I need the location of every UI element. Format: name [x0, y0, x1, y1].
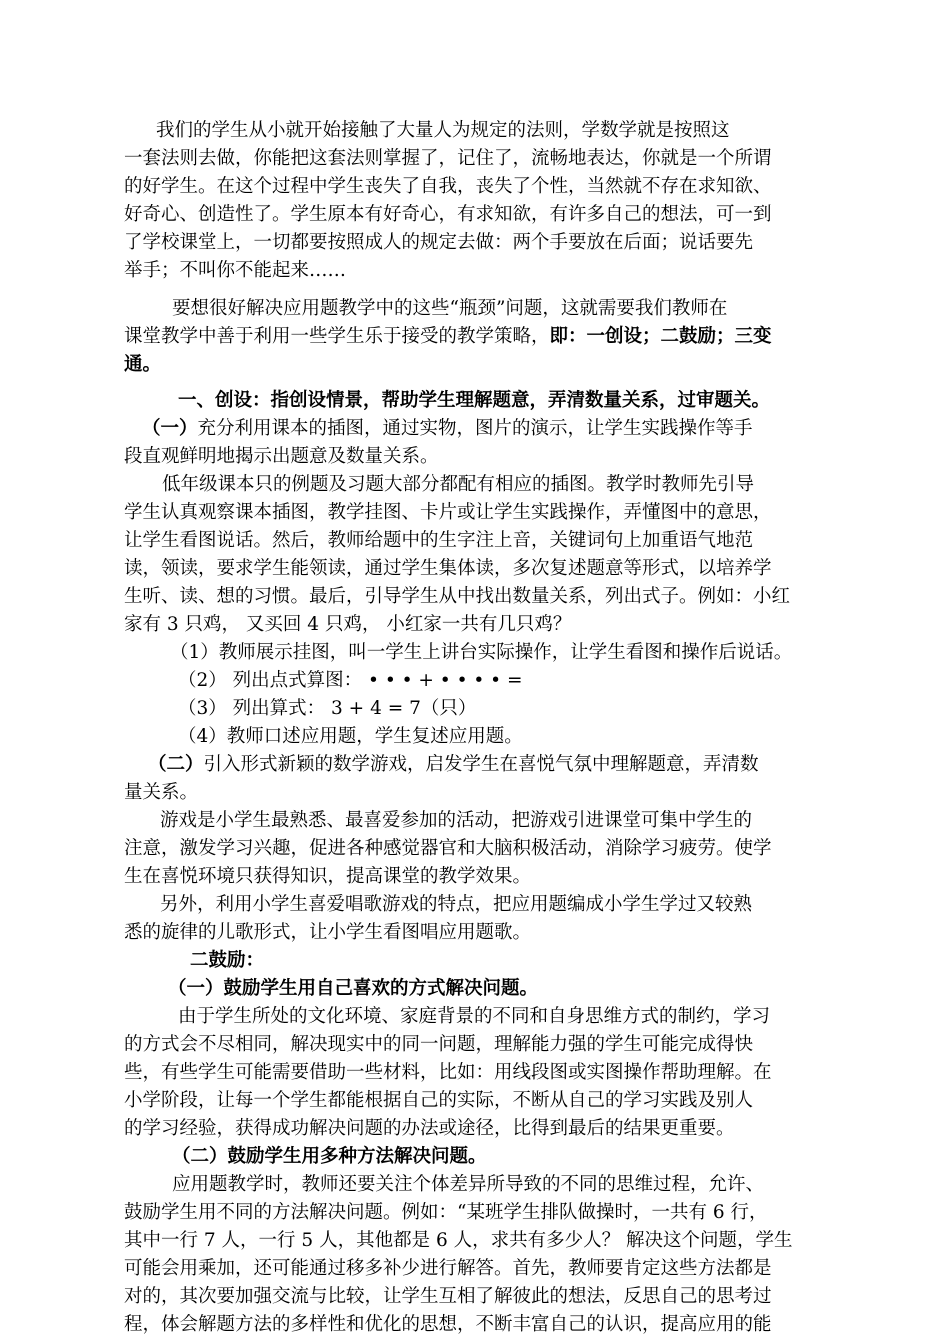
subsection-2-line-1: （二）引入形式新颖的数学游戏，启发学生在喜悦气氛中理解题意，弄清数	[148, 754, 759, 775]
paragraph-3-line-5: 生听、读、想的习惯。最后，引导学生从中找出数量关系，列出式子。例如：小红	[124, 586, 791, 607]
paragraph-4-line-3: 生在喜悦环境只获得知识，提高课堂的教学效果。	[124, 866, 532, 887]
subsection-1-label: （一）	[142, 418, 198, 439]
paragraph-3-line-4: 读，领读，要求学生能领读，通过学生集体读，多次复述题意等形式，以培养学	[124, 558, 772, 579]
paragraph-2-line-3: 通。	[124, 354, 162, 375]
step-2: （2） 列出点式算图： • • • + • • • • =	[178, 670, 523, 691]
strategy-summary: 即：一创设；二鼓励；三变	[549, 326, 772, 347]
step-4: （4）教师口述应用题，学生复述应用题。	[178, 726, 523, 747]
paragraph-3-line-1: 低年级课本只的例题及习题大部分都配有相应的插图。教学时教师先引导	[162, 474, 755, 495]
step-3: （3） 列出算式： 3 + 4 = 7（只）	[178, 698, 477, 719]
paragraph-6-line-2: 的方式会不尽相同，解决现实中的同一问题，理解能力强的学生可能完成得快	[124, 1034, 754, 1055]
subsection-1-line-1: （一）充分利用课本的插图，通过实物，图片的演示，让学生实践操作等手	[142, 418, 753, 439]
paragraph-1-line-4: 好奇心、创造性了。学生原本有好奇心，有求知欲，有许多自己的想法，可一到	[124, 204, 772, 225]
paragraph-3-line-2: 学生认真观察课本插图，教学挂图、卡片或让学生实践操作，弄懂图中的意思，	[124, 502, 772, 523]
paragraph-7-line-6: 程，体会解题方法的多样性和优化的思想，不断丰富自己的认识，提高应用的能	[124, 1314, 772, 1335]
paragraph-7-line-2: 鼓励学生用不同的方法解决问题。例如：“某班学生排队做操时，一共有 6 行，	[124, 1202, 768, 1223]
paragraph-1-line-2: 一套法则去做，你能把这套法则掌握了，记住了，流畅地表达，你就是一个所谓	[124, 148, 772, 169]
paragraph-6-line-5: 的学习经验，获得成功解决问题的办法或途径，比得到最后的结果更重要。	[124, 1118, 735, 1139]
paragraph-3-line-6: 家有 3 只鸡， 又买回 4 只鸡， 小红家一共有几只鸡？	[124, 614, 572, 635]
paragraph-1-line-3: 的好学生。在这个过程中学生丧失了自我，丧失了个性，当然就不存在求知欲、	[124, 176, 772, 197]
paragraph-1-line-6: 举手；不叫你不能起来……	[124, 260, 347, 281]
heading-section-2-1: （一）鼓励学生用自己喜欢的方式解决问题。	[168, 978, 539, 999]
subsection-1-line-2: 段直观鲜明地揭示出题意及数量关系。	[124, 446, 439, 467]
heading-section-2-2: （二）鼓励学生用多种方法解决问题。	[172, 1146, 487, 1167]
paragraph-6-line-3: 些，有些学生可能需要借助一些材料，比如：用线段图或实图操作帮助理解。在	[124, 1062, 772, 1083]
subsection-2-label: （二）	[148, 754, 204, 775]
subsection-2-line-2: 量关系。	[124, 782, 199, 803]
step-1: （1）教师展示挂图，叫一学生上讲台实际操作，让学生看图和操作后说话。	[170, 642, 793, 663]
paragraph-2-line-1: 要想很好解决应用题教学中的这些“瓶颈”问题，这就需要我们教师在	[172, 298, 728, 319]
paragraph-3-line-3: 让学生看图说话。然后，教师给题中的生字注上音，关键词句上加重语气地范	[124, 530, 754, 551]
paragraph-7-line-1: 应用题教学时，教师还要关注个体差异所导致的不同的思维过程，允许、	[172, 1174, 765, 1195]
paragraph-7-line-5: 对的，其次要加强交流与比较，让学生互相了解彼此的想法，反思自己的思考过	[124, 1286, 772, 1307]
paragraph-5-line-1: 另外，利用小学生喜爱唱歌游戏的特点，把应用题编成小学生学过又较熟	[160, 894, 753, 915]
paragraph-1-line-5: 了学校课堂上，一切都要按照成人的规定去做：两个手要放在后面；说话要先	[124, 232, 754, 253]
paragraph-6-line-4: 小学阶段，让每一个学生都能根据自己的实际，不断从自己的学习实践及别人	[124, 1090, 754, 1111]
paragraph-5-line-2: 悉的旋律的儿歌形式，让小学生看图唱应用题歌。	[124, 922, 532, 943]
paragraph-1-line-1: 我们的学生从小就开始接触了大量人为规定的法则，学数学就是按照这	[156, 120, 730, 141]
paragraph-2-line-2: 课堂教学中善于利用一些学生乐于接受的教学策略，即：一创设；二鼓励；三变	[124, 326, 772, 347]
paragraph-7-line-4: 可能会用乘加，还可能通过移多补少进行解答。首先，教师要肯定这些方法都是	[124, 1258, 772, 1279]
heading-section-1: 一、创设：指创设情景，帮助学生理解题意，弄清数量关系，过审题关。	[178, 390, 771, 411]
heading-section-2: 二鼓励：	[190, 950, 265, 971]
paragraph-4-line-1: 游戏是小学生最熟悉、最喜爱参加的活动，把游戏引进课堂可集中学生的	[160, 810, 753, 831]
paragraph-4-line-2: 注意，激发学习兴趣，促进各种感觉器官和大脑积极活动，消除学习疲劳。使学	[124, 838, 772, 859]
paragraph-6-line-1: 由于学生所处的文化环境、家庭背景的不同和自身思维方式的制约，学习	[178, 1006, 771, 1027]
paragraph-7-line-3: 其中一行 7 人，一行 5 人，其他都是 6 人，求共有多少人？ 解决这个问题，学生	[124, 1230, 793, 1251]
